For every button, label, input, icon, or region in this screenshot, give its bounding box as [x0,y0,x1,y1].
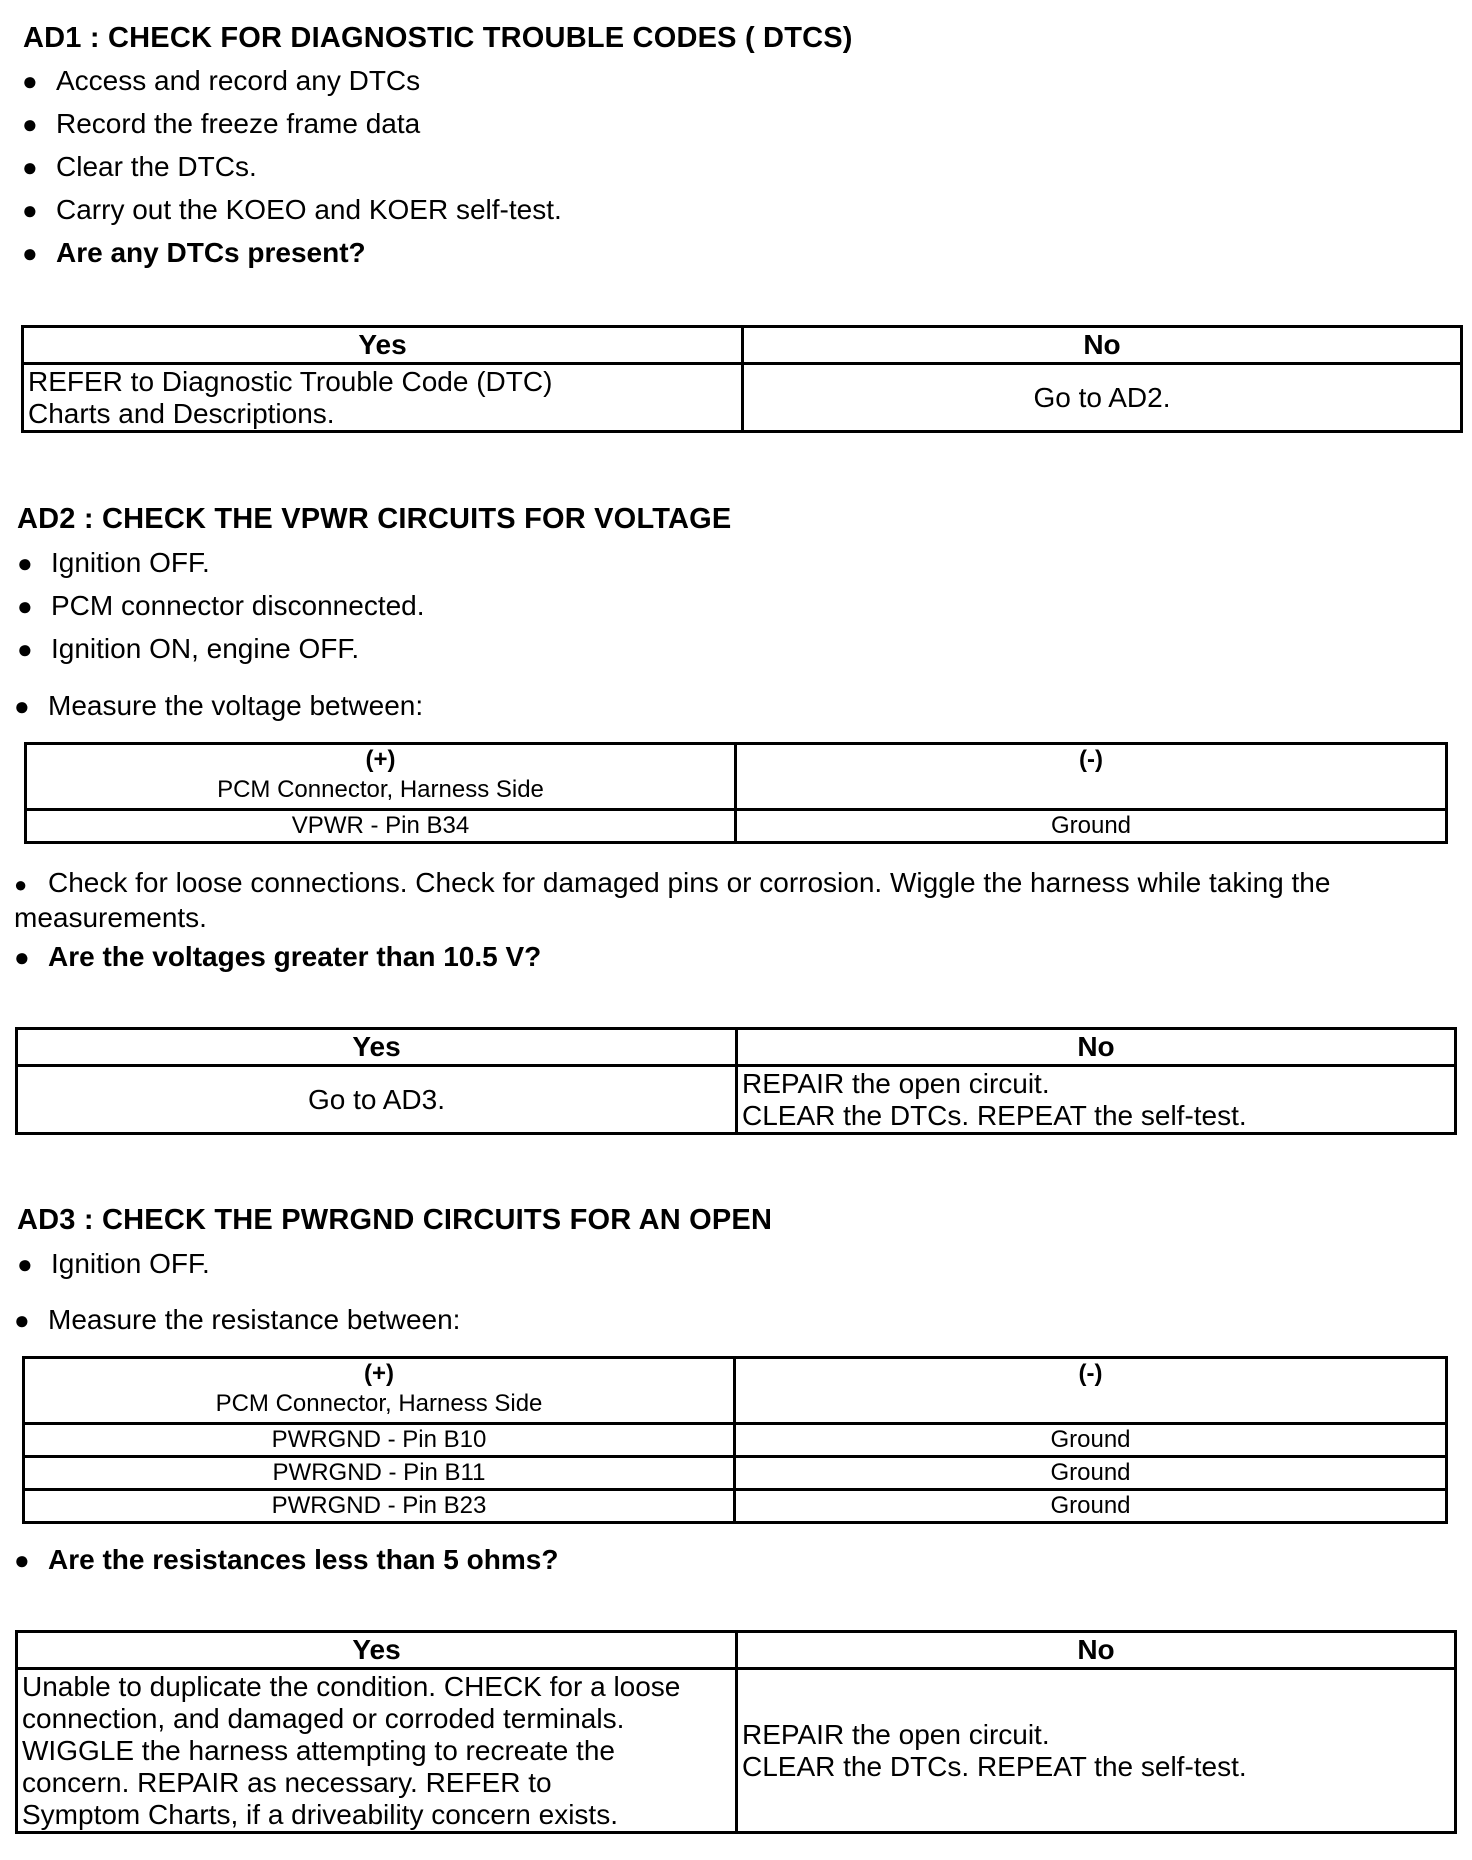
ad3-step-1: ● Ignition OFF. [17,1248,210,1279]
ad3-question: ● Are the resistances less than 5 ohms? [14,1544,559,1575]
ad1-step-4: ● Carry out the KOEO and KOER self-test. [22,194,562,225]
ad1-question: ● Are any DTCs present? [22,237,366,268]
plus-header-cell: (+) PCM Connector, Harness Side [26,744,736,810]
measure-plus-cell: PWRGND - Pin B11 [24,1457,735,1490]
minus-header-cell: (-) [736,744,1447,810]
yes-header: Yes [17,1029,737,1066]
ad2-step-2: ● PCM connector disconnected. [17,590,425,621]
no-header: No [743,327,1462,364]
yes-header: Yes [17,1632,737,1669]
ad1-step-3: ● Clear the DTCs. [22,151,257,182]
no-header: No [737,1029,1456,1066]
plus-header-cell: (+) PCM Connector, Harness Side [24,1358,735,1424]
table-row [24,1424,1447,1457]
measure-plus-cell: PWRGND - Pin B10 [24,1424,735,1457]
bullet-dot-icon: ● [22,109,38,139]
minus-header-cell: (-) [735,1358,1447,1424]
no-header: No [737,1632,1456,1669]
measure-minus-cell: Ground [735,1457,1447,1490]
ad3-measure-table [22,1356,1448,1524]
ad1-step-1: ● Access and record any DTCs [22,65,421,96]
no-cell: REPAIR the open circuit. CLEAR the DTCs. REPEAT the self-test. [737,1066,1456,1134]
bullet-dot-icon: ● [22,238,38,268]
bullet-dot-icon: ● [14,942,30,972]
ad2-measure-label: ● Measure the voltage between: [14,690,424,721]
no-cell: REPAIR the open circuit. CLEAR the DTCs. REPEAT the self-test. [737,1669,1456,1833]
ad3-result-table [15,1630,1457,1834]
ad1-title: AD1 : CHECK FOR DIAGNOSTIC TROUBLE CODES ( DTCS) [23,22,853,54]
bullet-dot-icon: ● [17,591,33,621]
bullet-dot-icon: ● [22,152,38,182]
ad2-step-1: ● Ignition OFF. [17,547,210,578]
table-row [24,1457,1447,1490]
yes-cell: REFER to Diagnostic Trouble Code (DTC) Charts and Descriptions. [23,364,743,432]
ad3-title: AD3 : CHECK THE PWRGND CIRCUITS FOR AN OPEN [17,1204,773,1236]
ad2-measure-table [24,742,1448,844]
ad2-question: ● Are the voltages greater than 10.5 V? [14,941,542,972]
yes-header: Yes [23,327,743,364]
yes-cell: Go to AD3. [17,1066,737,1134]
ad2-title: AD2 : CHECK THE VPWR CIRCUITS FOR VOLTAGE [17,503,732,535]
ad2-step-3: ● Ignition ON, engine OFF. [17,633,360,664]
ad1-result-table [21,325,1463,433]
no-cell: Go to AD2. [743,364,1462,432]
bullet-dot-icon: ● [14,691,30,721]
bullet-dot-icon: ● [22,195,38,225]
bullet-dot-icon: ● [14,1545,30,1575]
ad2-result-table [15,1027,1457,1135]
measure-minus-cell: Ground [735,1490,1447,1523]
measure-plus-cell: VPWR - Pin B34 [26,810,736,843]
ad3-measure-label: ● Measure the resistance between: [14,1304,461,1335]
bullet-dot-icon: ● [17,1249,33,1279]
measure-plus-cell: PWRGND - Pin B23 [24,1490,735,1523]
bullet-dot-icon: ● [14,1305,30,1335]
table-row [24,1490,1447,1523]
bullet-dot-icon: ● [17,548,33,578]
bullet-dot-icon: ● [14,872,28,897]
yes-cell: Unable to duplicate the condition. CHECK for a loose connection, and damaged or corroded terminals. WIGGLE the harness attempting to recreate the concern. REPAIR as necessary. REFER to Symptom Charts, if a driveability concern exists. [17,1669,737,1833]
bullet-dot-icon: ● [22,66,38,96]
ad1-step-2: ● Record the freeze frame data [22,108,421,139]
measure-minus-cell: Ground [736,810,1447,843]
bullet-dot-icon: ● [17,634,33,664]
ad2-note: ● Check for loose connections. Check for damaged pins or corrosion. Wiggle the harness while taking the measurements. [14,867,1331,933]
measure-minus-cell: Ground [735,1424,1447,1457]
